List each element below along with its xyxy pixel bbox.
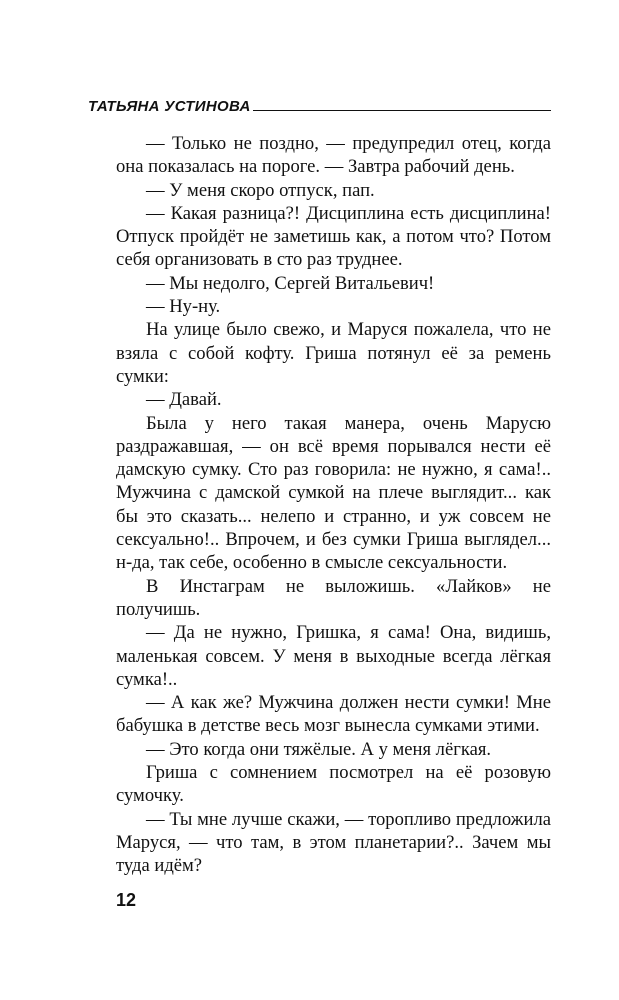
paragraph: — Только не поздно, — предупредил отец, когда она показалась на пороге. — Завтра рабочий день. [116, 133, 551, 178]
page-number: 12 [116, 890, 137, 910]
paragraph: — У меня скоро отпуск, пап. [146, 179, 375, 201]
paragraph: — Мы недолго, Сергей Витальевич! [146, 272, 435, 294]
paragraph: Была у него такая манера, очень Марусю раздражавшая, — он всё время порывался нести её дамскую сумку. Сто раз говорила: не нужно, я сама!.. Мужчина с дамской сумкой на плече выглядит... как бы это сказать... нелепо и странно, и уж совсем не сексуально!.. Впрочем, и без сумки Гриша выглядел... н-да, так себе, особенно в смысле сексуальности. [116, 412, 551, 574]
paragraph: — Ты мне лучше скажи, — торопливо предложила Маруся, — что там, в этом планетарии?.. Зачем мы туда идём? [116, 808, 551, 877]
paragraph: — Давай. [146, 389, 222, 411]
paragraph: — А как же? Мужчина должен нести сумки! Мне бабушка в детстве весь мозг вынесла сумками этими. [116, 692, 551, 737]
paragraph: — Какая разница?! Дисциплина есть дисциплина! Отпуск пройдёт не заметишь как, а потом что? Потом себя организовать в сто раз труднее. [116, 202, 551, 271]
running-header-author: ТАТЬЯНА УСТИНОВА [88, 98, 251, 115]
paragraph: — Это когда они тяжёлые. А у меня лёгкая. [146, 738, 492, 760]
paragraph: В Инстаграм не выложишь. «Лайков» не получишь. [116, 575, 551, 620]
running-header [88, 90, 551, 114]
paragraph: — Да не нужно, Гришка, я сама! Она, видишь, маленькая совсем. У меня в выходные всегда лёгкая сумка!.. [116, 622, 551, 690]
paragraph: Гриша с сомнением посмотрел на её розовую сумочку. [116, 762, 551, 807]
paragraph: — Ну-ну. [146, 296, 221, 318]
header-rule [253, 110, 551, 111]
body-text [116, 132, 551, 878]
paragraph: На улице было свежо, и Маруся пожалела, что не взяла с собой кофту. Гриша потянул её за ремень сумки: [116, 319, 551, 387]
